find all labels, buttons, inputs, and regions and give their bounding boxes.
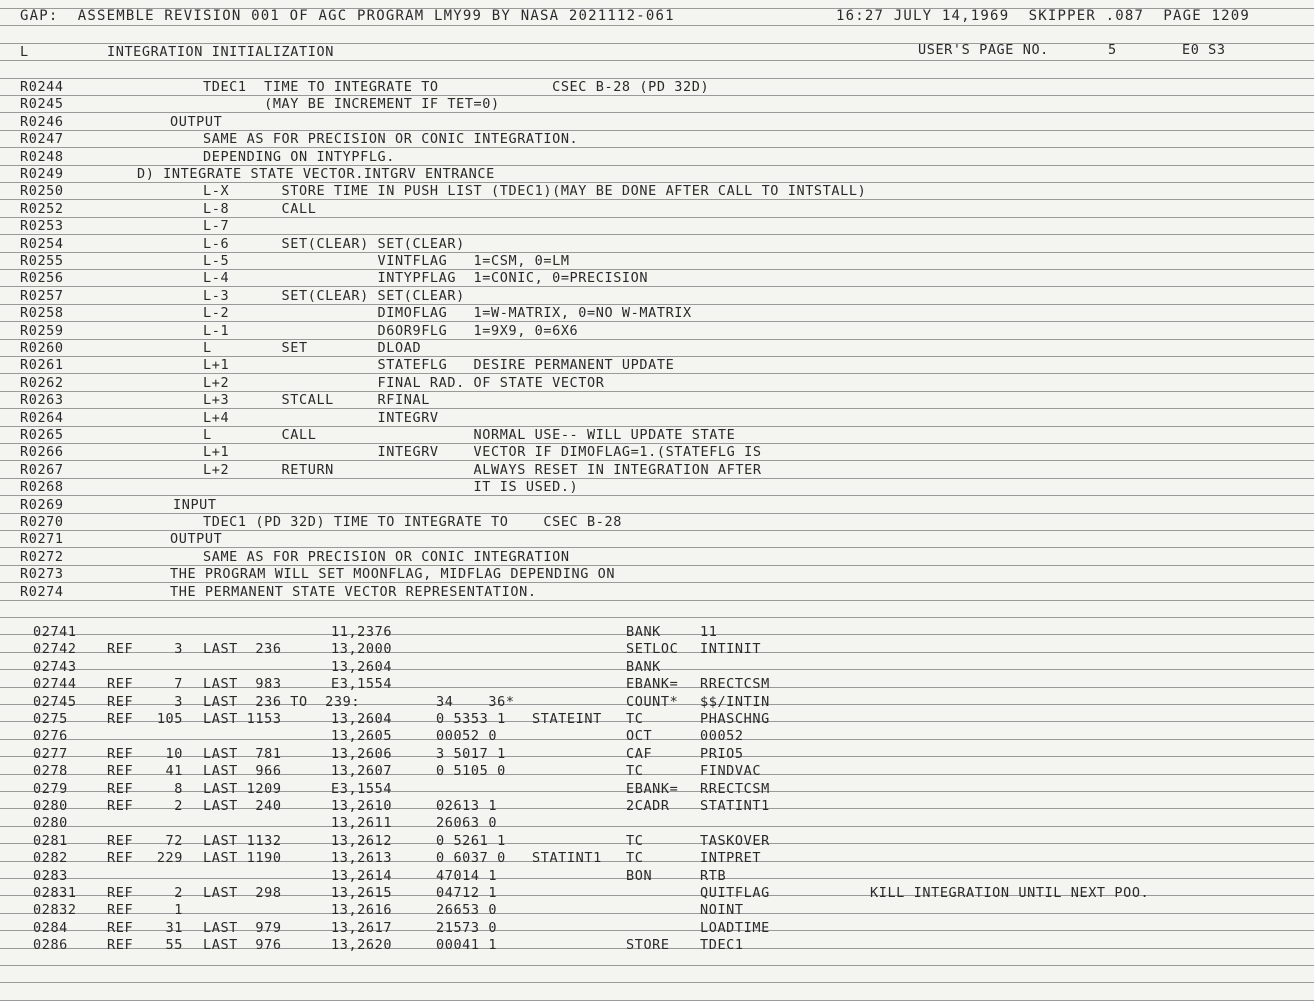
header-title: GAP: ASSEMBLE REVISION 001 OF AGC PROGRAM LMY99 BY NASA 2021112-061	[20, 8, 675, 24]
listing-last: LAST 236 TO 239:	[203, 693, 361, 710]
ruled-line	[0, 495, 1314, 496]
user-page-number: 5	[1108, 42, 1117, 58]
listing-addr: 13,2613	[331, 850, 393, 867]
listing-refs: 7	[174, 676, 183, 693]
remark-line-id: R0253	[20, 218, 64, 235]
ruled-line	[0, 721, 1314, 722]
listing-comment: KILL INTEGRATION UNTIL NEXT POO.	[870, 885, 1150, 901]
remark-line-id: R0255	[20, 253, 64, 269]
ruled-line	[0, 217, 1314, 218]
listing-ref: REF	[107, 937, 134, 954]
listing-word: 0 5261 1	[436, 832, 506, 849]
remark-line-id: R0256	[20, 270, 64, 287]
listing-last: LAST 1209	[203, 780, 282, 797]
listing-operand: STATINT1	[700, 798, 770, 814]
listing-line: 0275	[33, 711, 68, 727]
listing-addr: 13,2604	[331, 658, 393, 675]
listing-line: 0280	[33, 798, 68, 814]
listing-operand: RTB	[700, 867, 727, 884]
ruled-line	[0, 756, 1314, 757]
listing-line: 0277	[33, 745, 68, 762]
remark-line-id: R0264	[20, 409, 64, 426]
remark-line-text: L+2 RETURN ALWAYS RESET IN INTEGRATION AFTER	[203, 461, 762, 478]
remark-line-text: DEPENDING ON INTYPFLG.	[203, 148, 396, 165]
listing-refs: 3	[174, 641, 183, 658]
listing-word: 04712 1	[436, 885, 498, 901]
listing-word: 26063 0	[436, 815, 498, 832]
ruled-line	[0, 286, 1314, 287]
listing-addr: 13,2616	[331, 902, 393, 919]
listing-line: 0282	[33, 850, 68, 867]
remark-line-text: D) INTEGRATE STATE VECTOR.INTGRV ENTRANCE	[137, 166, 495, 182]
listing-op: TC	[626, 850, 644, 867]
listing-line: 02743	[33, 658, 77, 675]
listing-line: 0278	[33, 763, 68, 780]
ruled-line	[0, 95, 1314, 96]
listing-ref: REF	[107, 763, 134, 780]
listing-line: 02745	[33, 693, 77, 710]
section-marker: L	[20, 44, 29, 60]
listing-op: 2CADR	[626, 798, 670, 814]
listing-addr: 13,2604	[331, 711, 393, 727]
listing-last: LAST 240	[203, 798, 282, 814]
remark-line-id: R0266	[20, 444, 64, 461]
listing-line: 02741	[33, 624, 77, 640]
remark-line-id: R0273	[20, 566, 64, 583]
listing-ref: REF	[107, 885, 134, 901]
ruled-line	[0, 391, 1314, 392]
listing-last: LAST 236	[203, 641, 282, 658]
remark-line-id: R0268	[20, 479, 64, 496]
remark-line-id: R0259	[20, 322, 64, 339]
listing-last: LAST 298	[203, 885, 282, 901]
listing-last: LAST 983	[203, 676, 282, 693]
ruled-line	[0, 617, 1314, 618]
remark-line-text: L-2 DIMOFLAG 1=W-MATRIX, 0=NO W-MATRIX	[203, 305, 692, 322]
user-page-label: USER'S PAGE NO.	[918, 42, 1049, 58]
listing-addr: 13,2617	[331, 919, 393, 936]
ruled-line	[0, 408, 1314, 409]
remark-line-text: L-4 INTYPFLAG 1=CONIC, 0=PRECISION	[203, 270, 649, 287]
listing-operand: PHASCHNG	[700, 711, 770, 727]
listing-operand: INTINIT	[700, 641, 762, 658]
listing-operand: NOINT	[700, 902, 744, 919]
listing-ref: REF	[107, 902, 134, 919]
ruled-line	[0, 843, 1314, 844]
listing-ref: REF	[107, 780, 134, 797]
listing-addr: 13,2606	[331, 745, 393, 762]
ruled-line	[0, 739, 1314, 740]
listing-refs: 1	[174, 902, 183, 919]
ruled-line	[0, 234, 1314, 235]
ruled-line	[0, 861, 1314, 862]
header-timestamp: 16:27 JULY 14,1969 SKIPPER .087 PAGE 1209	[836, 8, 1251, 24]
remark-line-text: L-8 CALL	[203, 200, 317, 217]
ruled-line	[0, 774, 1314, 775]
listing-last: LAST 1190	[203, 850, 282, 867]
listing-op: OCT	[626, 728, 653, 745]
remark-line-id: R0245	[20, 96, 64, 113]
listing-addr: 13,2615	[331, 885, 393, 901]
listing-line: 0283	[33, 867, 68, 884]
remark-line-text: L CALL NORMAL USE-- WILL UPDATE STATE	[203, 427, 736, 443]
listing-word: 21573 0	[436, 919, 498, 936]
remark-line-id: R0265	[20, 427, 64, 443]
listing-last: LAST 979	[203, 919, 282, 936]
listing-line: 02744	[33, 676, 77, 693]
ruled-line	[0, 478, 1314, 479]
remark-line-text: SAME AS FOR PRECISION OR CONIC INTEGRATION.	[203, 131, 579, 148]
listing-op: SETLOC	[626, 641, 679, 658]
remark-line-id: R0248	[20, 148, 64, 165]
remark-line-text: L+1 STATEFLG DESIRE PERMANENT UPDATE	[203, 357, 675, 374]
listing-word: 0 5105 0	[436, 763, 506, 780]
listing-op: BANK	[626, 658, 661, 675]
listing-ref: REF	[107, 832, 134, 849]
ruled-line	[0, 982, 1314, 983]
ruled-line	[0, 513, 1314, 514]
listing-refs: 105	[156, 711, 183, 727]
listing-op: BANK	[626, 624, 661, 640]
listing-line: 0284	[33, 919, 68, 936]
listing-operand: FINDVAC	[700, 763, 762, 780]
remark-line-id: R0261	[20, 357, 64, 374]
listing-operand: TASKOVER	[700, 832, 770, 849]
remark-line-id: R0271	[20, 531, 64, 548]
listing-line: 0281	[33, 832, 68, 849]
ruled-line	[0, 339, 1314, 340]
listing-refs: 8	[174, 780, 183, 797]
remark-line-id: R0274	[20, 583, 64, 600]
listing-addr: 13,2612	[331, 832, 393, 849]
remark-line-text: INPUT	[173, 496, 217, 513]
remark-line-text: L-3 SET(CLEAR) SET(CLEAR)	[203, 287, 465, 304]
remark-line-text: THE PERMANENT STATE VECTOR REPRESENTATION.	[170, 583, 537, 600]
listing-op: EBANK=	[626, 676, 679, 693]
ruled-line	[0, 930, 1314, 931]
listing-line: 0286	[33, 937, 68, 954]
listing-refs: 10	[165, 745, 183, 762]
remark-line-id: R0272	[20, 548, 64, 565]
ruled-line	[0, 147, 1314, 148]
remark-line-text: SAME AS FOR PRECISION OR CONIC INTEGRATION	[203, 548, 570, 565]
listing-addr: 13,2605	[331, 728, 393, 745]
listing-word: 0 6037 0	[436, 850, 506, 867]
remark-line-text: L+3 STCALL RFINAL	[203, 392, 430, 409]
remark-line-id: R0249	[20, 166, 64, 182]
listing-word: 02613 1	[436, 798, 498, 814]
listing-refs: 31	[165, 919, 183, 936]
listing-addr: 13,2607	[331, 763, 393, 780]
listing-last: LAST 1153	[203, 711, 282, 727]
listing-op: TC	[626, 711, 644, 727]
listing-refs: 41	[165, 763, 183, 780]
listing-last: LAST 1132	[203, 832, 282, 849]
remark-line-id: R0267	[20, 461, 64, 478]
listing-ref: REF	[107, 711, 134, 727]
remark-line-id: R0246	[20, 113, 64, 130]
listing-operand: $$/INTIN	[700, 693, 770, 710]
listing-addr: 13,2000	[331, 641, 393, 658]
remark-line-text: OUTPUT	[170, 113, 223, 130]
listing-line: 02831	[33, 885, 77, 901]
remark-line-text: IT IS USED.)	[203, 479, 579, 496]
listing-op: CAF	[626, 745, 653, 762]
listing-operand: 11	[700, 624, 718, 640]
remark-line-id: R0252	[20, 200, 64, 217]
remark-line-text: THE PROGRAM WILL SET MOONFLAG, MIDFLAG DEPENDING ON	[170, 566, 616, 583]
listing-last: LAST 966	[203, 763, 282, 780]
listing-operand: RRECTCSM	[700, 780, 770, 797]
remark-line-id: R0247	[20, 131, 64, 148]
listing-word: 00041 1	[436, 937, 498, 954]
listing-ref: REF	[107, 850, 134, 867]
ruled-line	[0, 965, 1314, 966]
remark-line-text: OUTPUT	[170, 531, 223, 548]
remark-line-text: L-1 D6OR9FLG 1=9X9, 0=6X6	[203, 322, 579, 339]
listing-addr: E3,1554	[331, 676, 393, 693]
listing-op: STORE	[626, 937, 670, 954]
listing-word: 26653 0	[436, 902, 498, 919]
listing-operand: TDEC1	[700, 937, 744, 954]
listing-ref: REF	[107, 693, 134, 710]
section-title: INTEGRATION INITIALIZATION	[107, 44, 334, 60]
ruled-line	[0, 112, 1314, 113]
listing-operand: INTPRET	[700, 850, 762, 867]
section-code: E0 S3	[1182, 42, 1226, 58]
listing-operand: LOADTIME	[700, 919, 770, 936]
ruled-line	[0, 600, 1314, 601]
listing-label: STATINT1	[532, 850, 602, 867]
remark-line-text: L+4 INTEGRV	[203, 409, 439, 426]
listing-ref: REF	[107, 745, 134, 762]
ruled-line	[0, 878, 1314, 879]
listing-refs: 72	[165, 832, 183, 849]
remark-line-id: R0263	[20, 392, 64, 409]
remark-line-text: L+1 INTEGRV VECTOR IF DIMOFLAG=1.(STATEFLG IS	[203, 444, 762, 461]
remark-line-text: L-6 SET(CLEAR) SET(CLEAR)	[203, 235, 465, 252]
listing-addr: 13,2610	[331, 798, 393, 814]
listing-refs: 2	[174, 885, 183, 901]
remark-line-text: (MAY BE INCREMENT IF TET=0)	[203, 96, 500, 113]
listing-ref: REF	[107, 641, 134, 658]
listing-operand: QUITFLAG	[700, 885, 770, 901]
listing-word: 34 36*	[436, 693, 515, 710]
remark-line-id: R0250	[20, 183, 64, 200]
listing-line: 02742	[33, 641, 77, 658]
listing-addr: 11,2376	[331, 624, 393, 640]
remark-line-id: R0262	[20, 374, 64, 391]
listing-ref: REF	[107, 919, 134, 936]
listing-word: 47014 1	[436, 867, 498, 884]
ruled-line	[0, 913, 1314, 914]
listing-refs: 2	[174, 798, 183, 814]
listing-word: 3 5017 1	[436, 745, 506, 762]
listing-refs: 229	[156, 850, 183, 867]
remark-line-text: TDEC1 TIME TO INTEGRATE TO CSEC B-28 (PD 32D)	[203, 79, 710, 95]
remark-line-text: L SET DLOAD	[203, 340, 422, 356]
listing-line: 0279	[33, 780, 68, 797]
remark-line-text: L+2 FINAL RAD. OF STATE VECTOR	[203, 374, 605, 391]
listing-word: 0 5353 1	[436, 711, 506, 727]
listing-word: 00052 0	[436, 728, 498, 745]
listing-addr: E3,1554	[331, 780, 393, 797]
listing-ref: REF	[107, 798, 134, 814]
ruled-line	[0, 269, 1314, 270]
listing-operand: PRIO5	[700, 745, 744, 762]
listing-operand: 00052	[700, 728, 744, 745]
remark-line-text: TDEC1 (PD 32D) TIME TO INTEGRATE TO CSEC B-28	[203, 514, 622, 530]
remark-line-id: R0269	[20, 496, 64, 513]
listing-op: TC	[626, 763, 644, 780]
ruled-line	[0, 130, 1314, 131]
ruled-line	[0, 826, 1314, 827]
remark-line-id: R0258	[20, 305, 64, 322]
listing-ref: REF	[107, 676, 134, 693]
listing-op: BON	[626, 867, 653, 884]
listing-label: STATEINT	[532, 711, 602, 727]
listing-addr: 13,2620	[331, 937, 393, 954]
listing-op: EBANK=	[626, 780, 679, 797]
remark-line-text: L-X STORE TIME IN PUSH LIST (TDEC1)(MAY BE DONE AFTER CALL TO INTSTALL)	[203, 183, 867, 200]
listing-last: LAST 976	[203, 937, 282, 954]
listing-op: TC	[626, 832, 644, 849]
ruled-line	[0, 25, 1314, 26]
remark-line-text: L-7	[203, 218, 230, 235]
listing-operand: RRECTCSM	[700, 676, 770, 693]
listing-last: LAST 781	[203, 745, 282, 762]
listing-addr: 13,2611	[331, 815, 393, 832]
listing-line: 0276	[33, 728, 68, 745]
listing-refs: 55	[165, 937, 183, 954]
ruled-line	[0, 60, 1314, 61]
listing-refs: 3	[174, 693, 183, 710]
remark-line-id: R0244	[20, 79, 64, 95]
remark-line-id: R0257	[20, 287, 64, 304]
remark-line-text: L-5 VINTFLAG 1=CSM, 0=LM	[203, 253, 570, 269]
listing-op: COUNT*	[626, 693, 679, 710]
ruled-line	[0, 252, 1314, 253]
listing-line: 02832	[33, 902, 77, 919]
remark-line-id: R0254	[20, 235, 64, 252]
listing-line: 0280	[33, 815, 68, 832]
remark-line-id: R0270	[20, 514, 64, 530]
listing-addr: 13,2614	[331, 867, 393, 884]
remark-line-id: R0260	[20, 340, 64, 356]
